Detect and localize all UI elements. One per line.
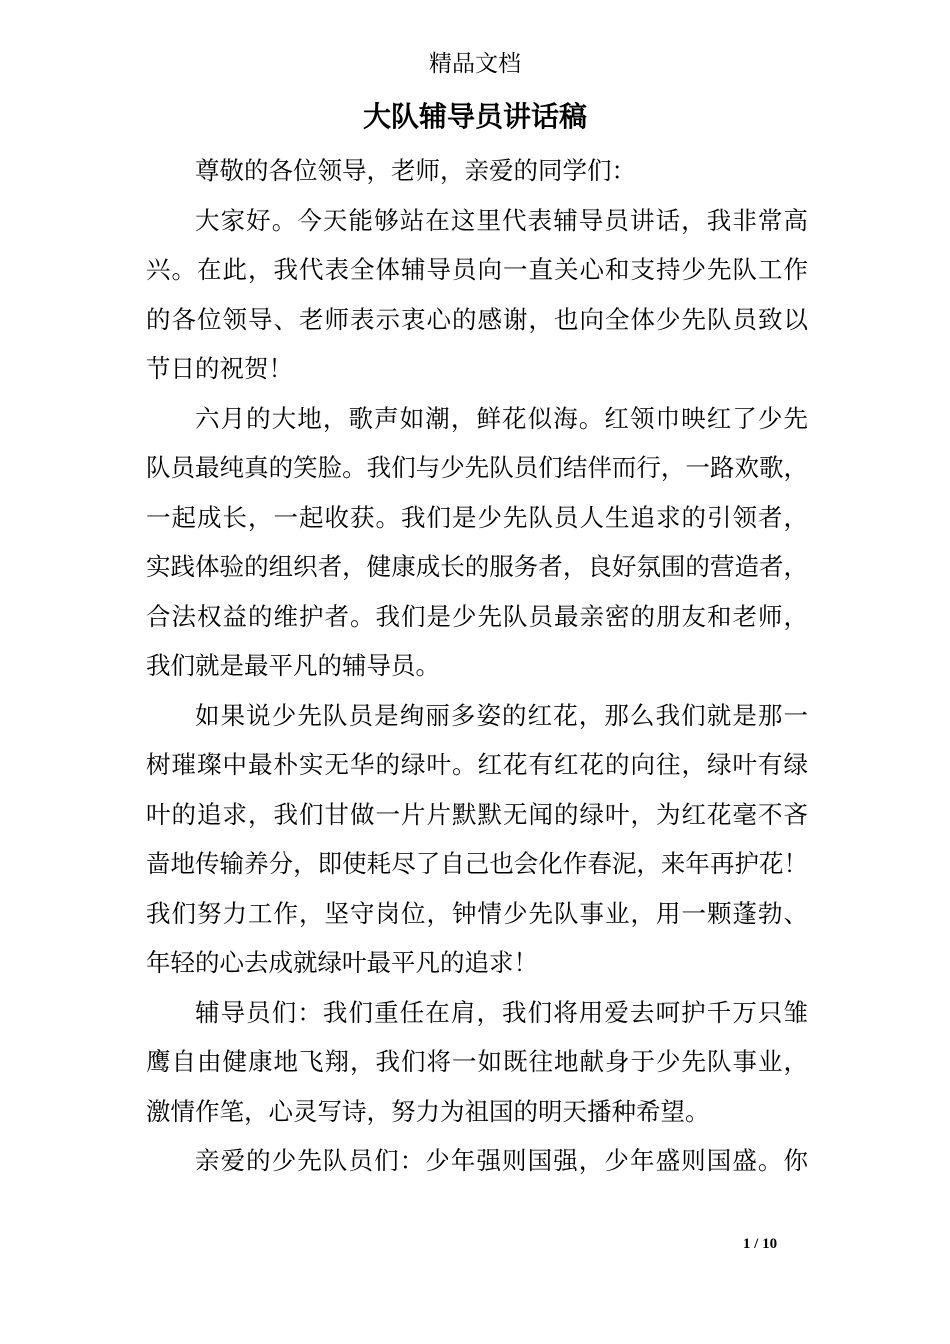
- text-line: 节日的祝贺！: [146, 354, 293, 383]
- text-line: 大家好。今天能够站在这里代表辅导员讲话，我非常高: [195, 205, 808, 235]
- paragraph: [146, 988, 808, 1137]
- paragraph: [146, 196, 808, 394]
- text-line: 六月的大地，歌声如潮，鲜花似海。红领巾映红了少先: [195, 403, 808, 433]
- text-line: 我们就是最平凡的辅导员。: [146, 651, 440, 680]
- text-line: 叶的追求，我们甘做一片片默默无闻的绿叶，为红花毫不吝: [146, 799, 808, 829]
- page-number: 1 / 10: [742, 1236, 778, 1252]
- text-line: 尊敬的各位领导，老师，亲爱的同学们：: [195, 156, 636, 185]
- paragraph: [146, 1136, 808, 1186]
- text-line: 合法权益的维护者。我们是少先队员最亲密的朋友和老师，: [146, 601, 808, 631]
- text-line: 兴。在此，我代表全体辅导员向一直关心和支持少先队工作: [146, 255, 808, 284]
- text-line: 激情作笔，心灵写诗，努力为祖国的明天播种希望。: [146, 1096, 710, 1126]
- text-line: 如果说少先队员是绚丽多姿的红花，那么我们就是那一: [195, 700, 808, 730]
- document-title: 大队辅导员讲话稿: [362, 100, 587, 133]
- text-line: 实践体验的组织者，健康成长的服务者，良好氛围的营造者，: [146, 552, 808, 581]
- text-line: 亲爱的少先队员们：少年强则国强，少年盛则国盛。你: [195, 1146, 808, 1175]
- text-line: 啬地传输养分，即使耗尽了自己也会化作春泥，来年再护花！: [146, 849, 808, 878]
- text-line: 辅导员们：我们重任在肩，我们将用爱去呵护千万只雏: [195, 997, 808, 1027]
- text-line: 年轻的心去成就绿叶最平凡的追求！: [146, 948, 538, 977]
- text-line: 我们努力工作，坚守岗位，钟情少先队事业，用一颗蓬勃、: [146, 898, 808, 928]
- text-line: 一起成长，一起收获。我们是少先队员人生追求的引领者，: [146, 502, 808, 532]
- text-line: 队员最纯真的笑脸。我们与少先队员们结伴而行，一路欢歌，: [146, 453, 808, 482]
- paragraph: [146, 691, 808, 988]
- text-line: 的各位领导、老师表示衷心的感谢，也向全体少先队员致以: [146, 304, 808, 334]
- text-line: 树璀璨中最朴实无华的绿叶。红花有红花的向往，绿叶有绿: [146, 750, 808, 779]
- document-body: [146, 146, 808, 1186]
- paragraph: [146, 394, 808, 691]
- paragraph: [146, 146, 808, 196]
- text-line: 鹰自由健康地飞翔，我们将一如既往地献身于少先队事业，: [146, 1047, 808, 1076]
- page-header: 精品文档: [429, 51, 521, 77]
